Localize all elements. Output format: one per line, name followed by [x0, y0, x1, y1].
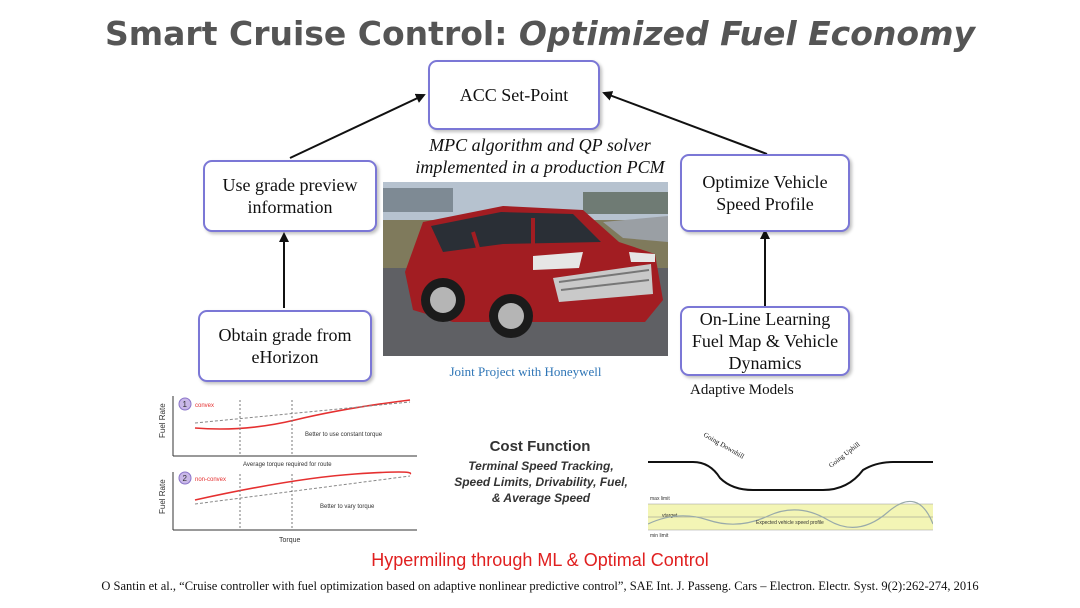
- label-min: min limit: [650, 533, 669, 538]
- top-note2: Average torque required for route: [243, 462, 332, 468]
- title-italic: Optimized Fuel Economy: [518, 14, 975, 53]
- optimize-speed-box: [680, 154, 850, 232]
- bottom-x-label: Torque: [279, 537, 301, 544]
- highlight-text: Hypermiling through ML & Optimal Control: [371, 550, 709, 570]
- top-marker-number: 1: [182, 400, 187, 409]
- label-target: vtarget: [662, 513, 678, 519]
- label-downhill: Going Downhill: [702, 430, 746, 461]
- optimize-speed-label: Optimize Vehicle Speed Profile: [702, 172, 828, 214]
- top-y-label: Fuel Rate: [158, 403, 167, 438]
- top-note: Better to use constant torque: [305, 432, 383, 438]
- photo-caption: Joint Project with Honeywell: [449, 364, 602, 379]
- title-main: Smart Cruise Control:: [105, 14, 508, 53]
- reference-text: O Santin et al., “Cruise controller with fuel optimization based on adaptive nonlinear predictive control”, SAE Int. J. Passeng. Cars – Electron. Electr. Syst. 9(2):262-274, 2016: [101, 579, 979, 593]
- road-speed-profile: [648, 428, 933, 538]
- vehicle-illustration: [383, 182, 668, 356]
- bottom-curve: [195, 472, 410, 500]
- cost-function-title: Cost Function: [489, 438, 591, 455]
- obtain-grade-box: [198, 310, 372, 382]
- vehicle-photo: [383, 182, 668, 356]
- label-max: max limit: [650, 496, 670, 502]
- adaptive-models-label: Adaptive Models: [690, 382, 794, 398]
- road-profile: [648, 462, 933, 490]
- cost-function-body: Terminal Speed Tracking, Speed Limits, Drivability, Fuel, & Average Speed: [454, 459, 628, 505]
- bottom-curve-label: non-convex: [195, 477, 227, 483]
- grade-preview-box: [203, 160, 377, 232]
- bottom-y-label: Fuel Rate: [158, 479, 167, 514]
- label-profile: Expected vehicle speed profile: [756, 520, 824, 526]
- top-curve-label: convex: [195, 403, 215, 409]
- grade-preview-label: Use grade preview information: [222, 175, 358, 217]
- mpc-caption: MPC algorithm and QP solver implemented in a production PCM: [415, 135, 665, 177]
- fuel-rate-graphs: [155, 390, 425, 550]
- obtain-grade-label: Obtain grade from eHorizon: [218, 325, 352, 367]
- online-learning-box: [680, 306, 850, 376]
- acc-setpoint-box: [428, 60, 600, 130]
- online-learning-label: On-Line Learning Fuel Map & Vehicle Dynamics: [691, 309, 839, 373]
- label-uphill: Going Uphill: [827, 440, 862, 470]
- bottom-marker-number: 2: [182, 474, 187, 483]
- acc-setpoint-label: ACC Set-Point: [459, 85, 569, 105]
- top-curve: [195, 400, 410, 429]
- bottom-note: Better to vary torque: [320, 504, 375, 510]
